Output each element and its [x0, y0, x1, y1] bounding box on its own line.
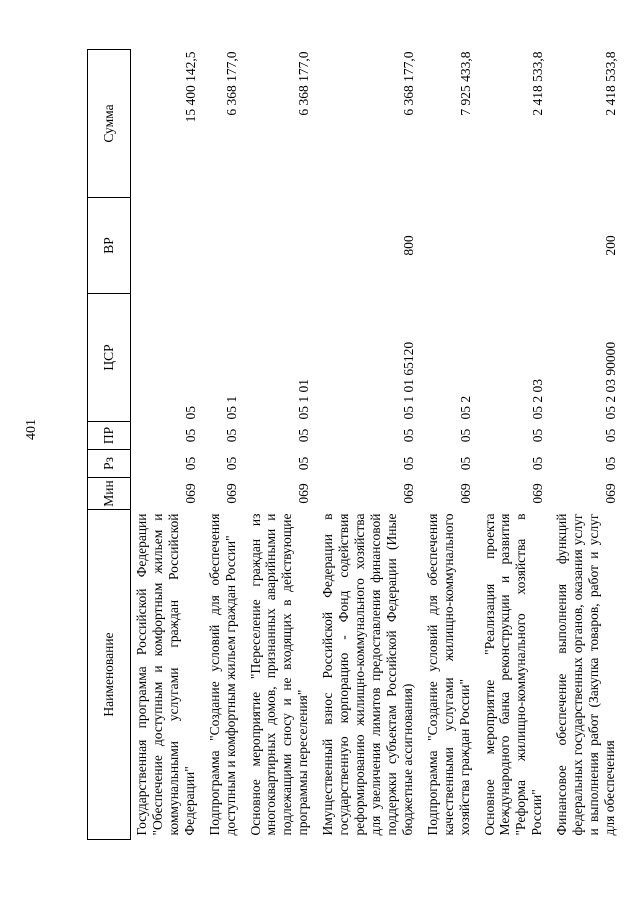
row-min: 069 [457, 483, 473, 504]
row-sum: 2 418 533,8 [530, 51, 546, 116]
row-vr [204, 198, 245, 294]
header-vr: ВР [88, 198, 131, 294]
row-vr [245, 198, 318, 294]
row-min: 069 [223, 483, 239, 504]
row-rz: 05 [223, 456, 239, 471]
row-name: Подпрограмма "Создание условий для обеспечения доступным и комфортным жильем граждан России" [206, 513, 238, 836]
row-csr: 05 2 [457, 395, 473, 420]
row-vr [422, 198, 479, 294]
row-csr: 05 1 01 65120 [400, 341, 416, 420]
row-csr: 05 2 03 90000 [602, 341, 618, 420]
row-min: 069 [530, 483, 546, 504]
row-vr [131, 198, 204, 294]
table-row [245, 50, 318, 840]
table-row [317, 50, 422, 840]
row-sum: 6 368 177,0 [400, 51, 416, 116]
row-pr: 05 [223, 428, 239, 443]
row-min: 069 [182, 483, 198, 504]
page-number: 401 [24, 419, 39, 440]
row-min: 069 [602, 483, 618, 504]
budget-table [87, 49, 624, 840]
row-vr: 200 [602, 235, 618, 256]
row-pr: 05 [530, 428, 546, 443]
row-vr: 800 [400, 235, 416, 256]
row-pr: 05 [400, 428, 416, 443]
row-name: Подпрограмма "Создание условий для обеспечения качественными услугами жилищно-коммунального хозяйства граждан России" [424, 513, 472, 836]
header-pr: ПР [88, 422, 131, 450]
row-csr: 05 [182, 406, 198, 420]
header-rz: Рз [88, 450, 131, 478]
row-min: 069 [296, 483, 312, 504]
row-sum: 7 925 433,8 [457, 51, 473, 116]
table-header-row [88, 50, 131, 840]
header-sum: Сумма [88, 50, 131, 198]
row-pr: 05 [296, 428, 312, 443]
row-sum: 15 400 142,5 [182, 51, 198, 123]
row-sum: 2 418 533,8 [602, 51, 618, 116]
row-sum: 6 368 177,0 [296, 51, 312, 116]
row-rz: 05 [602, 456, 618, 471]
row-csr: 05 1 [223, 395, 239, 420]
header-name: Наименование [88, 510, 131, 840]
table-row [551, 50, 624, 840]
row-name: Финансовое обеспечение выполнения функций федеральных государственных органов, оказания услуг и выполнения работ (Закупка товаров, работ и услуг для обеспечения [554, 513, 617, 836]
row-pr: 05 [182, 428, 198, 443]
rotated-table-container [87, 50, 618, 840]
header-csr: ЦСР [88, 294, 131, 422]
table-row [131, 50, 204, 840]
row-min: 069 [400, 483, 416, 504]
table-row [479, 50, 552, 840]
row-pr: 05 [457, 428, 473, 443]
row-name: Имущественный взнос Российской Федерации в государственную корпорацию - Фонд содействия реформированию жилищно-коммунального хозяйства для увеличения лимитов предоставления финансовой поддержки субъектам Российской Федерации (Иные бюджетные ассигнования) [320, 513, 415, 836]
row-name: Основное мероприятие "Переселение граждан из многоквартирных домов, признанных аварийными и подлежащими сносу и не входящих в действующие программы переселения" [247, 513, 311, 836]
row-rz: 05 [530, 456, 546, 471]
row-vr [479, 198, 552, 294]
row-rz: 05 [296, 456, 312, 471]
row-rz: 05 [400, 456, 416, 471]
table-row [204, 50, 245, 840]
table-row [422, 50, 479, 840]
row-csr: 05 2 03 [530, 379, 546, 420]
row-rz: 05 [182, 456, 198, 471]
row-rz: 05 [457, 456, 473, 471]
row-csr: 05 1 01 [296, 379, 312, 420]
header-min: Мин [88, 478, 131, 510]
row-name: Основное мероприятие "Реализация проекта Международного банка реконструкции и развития "Реформа жилищно-коммунального хозяйства в России" [481, 513, 545, 836]
row-name: Государственная программа Российской Федерации "Обеспечение доступным и комфортным жильем и коммунальными услугами граждан Российской Федерации" [134, 513, 197, 836]
row-pr: 05 [602, 428, 618, 443]
row-sum: 6 368 177,0 [223, 51, 239, 116]
